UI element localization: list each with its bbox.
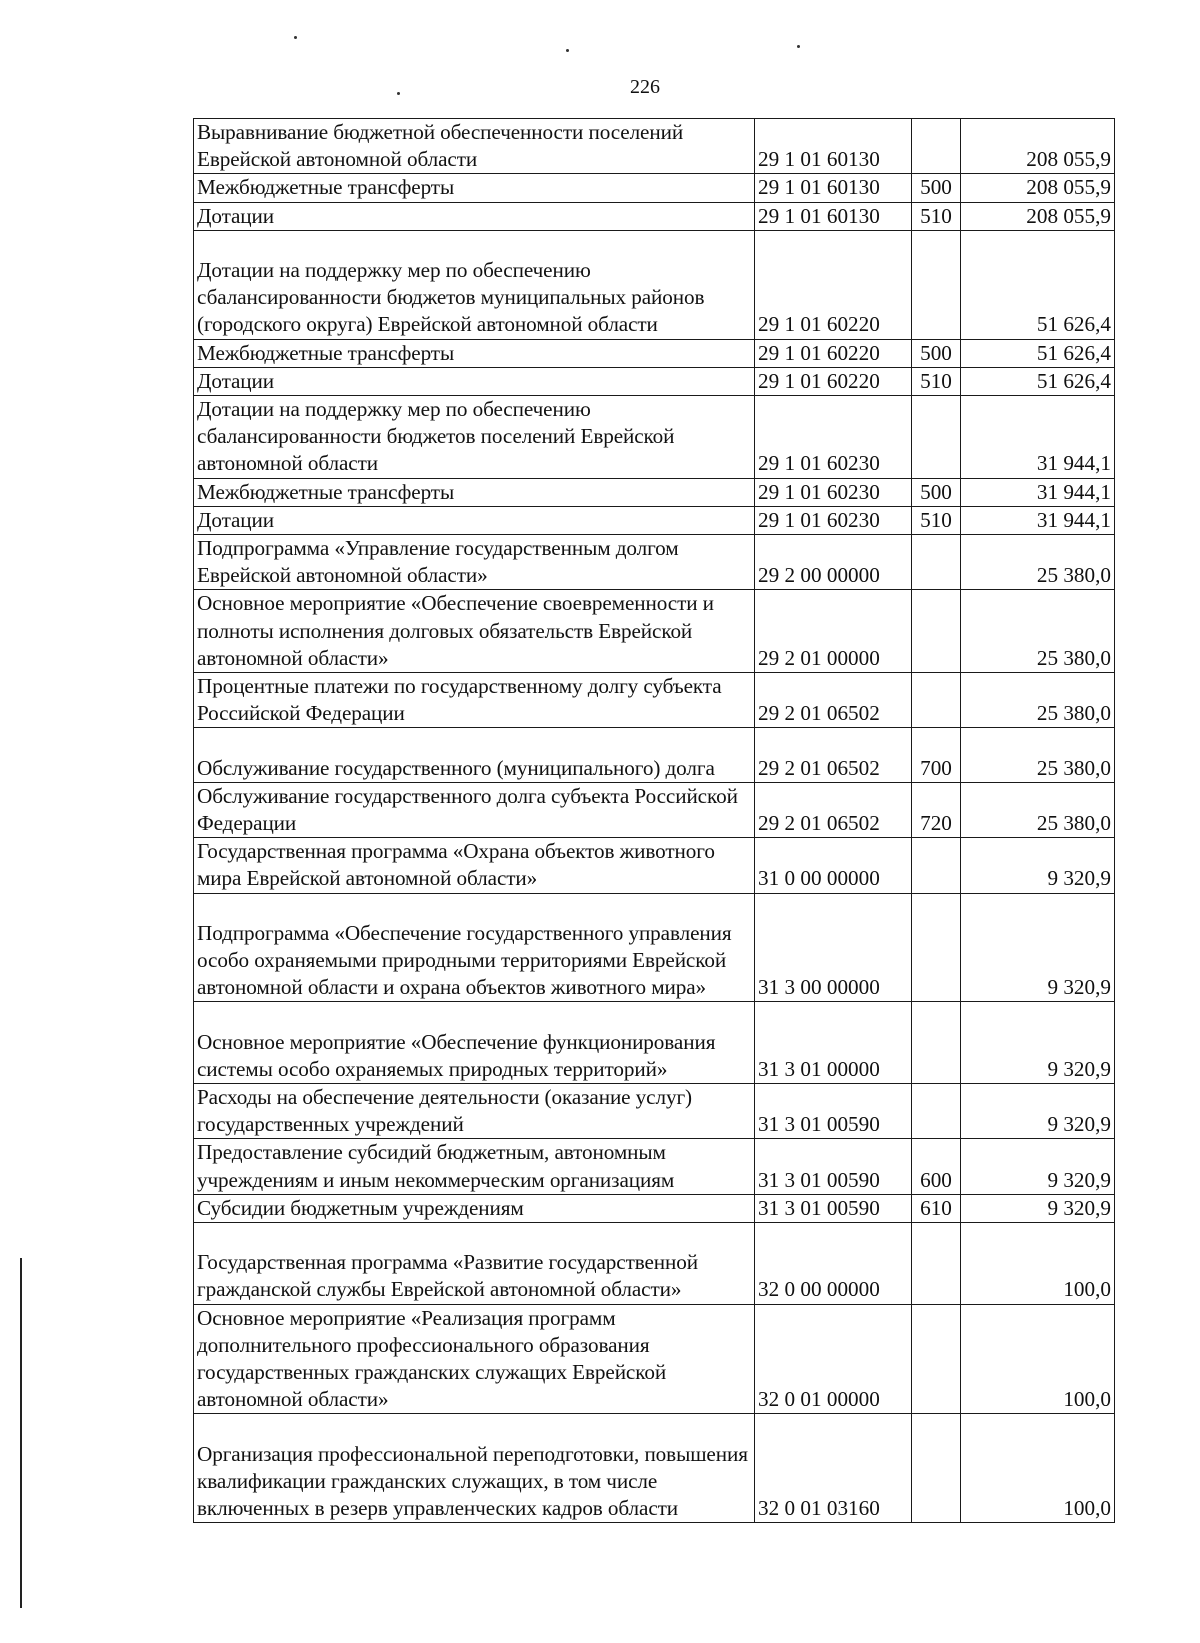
expense-type-cell: 510 — [912, 202, 961, 230]
expense-name-cell: Государственная программа «Охрана объектов животного мира Еврейской автономной области» — [194, 838, 755, 893]
expense-name-cell: Организация профессиональной переподготовки, повышения квалификации гражданских служащих, в том числе включенных в резерв управленческих кадров области — [194, 1414, 755, 1523]
expense-name-cell: Подпрограмма «Обеспечение государственного управления особо охраняемыми природными территориями Еврейской автономной области и охрана объектов животного мира» — [194, 893, 755, 1002]
expense-type-cell — [912, 1084, 961, 1139]
expense-name-cell: Обслуживание государственного (муниципального) долга — [194, 728, 755, 782]
amount-cell: 9 320,9 — [961, 1002, 1115, 1084]
expense-name-cell: Обслуживание государственного долга субъекта Российской Федерации — [194, 782, 755, 837]
expense-type-cell — [912, 1304, 961, 1414]
target-article-code-cell: 29 1 01 60220 — [755, 367, 912, 395]
amount-cell: 31 944,1 — [961, 396, 1115, 479]
expense-name-cell: Субсидии бюджетным учреждениям — [194, 1194, 755, 1222]
amount-cell: 208 055,9 — [961, 119, 1115, 174]
amount-cell: 51 626,4 — [961, 367, 1115, 395]
expense-name-cell: Основное мероприятие «Обеспечение своевременности и полноты исполнения долговых обязательств Еврейской автономной области» — [194, 590, 755, 673]
table-row — [194, 838, 1115, 893]
expense-name-cell: Основное мероприятие «Обеспечение функционирования системы особо охраняемых природных территорий» — [194, 1002, 755, 1084]
expense-type-cell — [912, 1223, 961, 1305]
target-article-code-cell: 31 3 01 00590 — [755, 1139, 912, 1194]
expense-type-cell: 610 — [912, 1194, 961, 1222]
amount-cell: 25 380,0 — [961, 590, 1115, 673]
target-article-code-cell: 29 1 01 60130 — [755, 174, 912, 202]
target-article-code-cell: 29 1 01 60220 — [755, 230, 912, 339]
table-row — [194, 506, 1115, 534]
amount-cell: 25 380,0 — [961, 728, 1115, 782]
target-article-code-cell: 29 1 01 60220 — [755, 339, 912, 367]
target-article-code-cell: 31 3 00 00000 — [755, 893, 912, 1002]
expense-name-cell: Выравнивание бюджетной обеспеченности поселений Еврейской автономной области — [194, 119, 755, 174]
table-row — [194, 230, 1115, 339]
table-row — [194, 478, 1115, 506]
amount-cell: 31 944,1 — [961, 478, 1115, 506]
target-article-code-cell: 32 0 01 00000 — [755, 1304, 912, 1414]
expense-type-cell — [912, 1002, 961, 1084]
expense-type-cell: 500 — [912, 478, 961, 506]
amount-cell: 208 055,9 — [961, 202, 1115, 230]
expense-type-cell: 500 — [912, 339, 961, 367]
amount-cell: 9 320,9 — [961, 893, 1115, 1002]
budget-table — [193, 118, 1115, 1523]
table-row — [194, 1223, 1115, 1305]
expense-name-cell: Межбюджетные трансферты — [194, 478, 755, 506]
target-article-code-cell: 29 1 01 60130 — [755, 202, 912, 230]
table-row — [194, 174, 1115, 202]
table-row — [194, 590, 1115, 673]
table-row — [194, 367, 1115, 395]
table-row — [194, 119, 1115, 174]
amount-cell: 208 055,9 — [961, 174, 1115, 202]
target-article-code-cell: 29 1 01 60130 — [755, 119, 912, 174]
table-row — [194, 1304, 1115, 1414]
amount-cell: 51 626,4 — [961, 230, 1115, 339]
page-number: 226 — [630, 76, 660, 98]
table-row — [194, 339, 1115, 367]
expense-type-cell: 510 — [912, 506, 961, 534]
amount-cell: 9 320,9 — [961, 1084, 1115, 1139]
target-article-code-cell: 29 1 01 60230 — [755, 506, 912, 534]
amount-cell: 100,0 — [961, 1223, 1115, 1305]
target-article-code-cell: 29 2 01 06502 — [755, 782, 912, 837]
amount-cell: 25 380,0 — [961, 782, 1115, 837]
table-row — [194, 202, 1115, 230]
expense-type-cell: 500 — [912, 174, 961, 202]
expense-type-cell — [912, 1414, 961, 1523]
expense-name-cell: Подпрограмма «Управление государственным долгом Еврейской автономной области» — [194, 535, 755, 590]
expense-name-cell: Процентные платежи по государственному долгу субъекта Российской Федерации — [194, 673, 755, 728]
target-article-code-cell: 29 2 01 06502 — [755, 728, 912, 782]
target-article-code-cell: 29 1 01 60230 — [755, 478, 912, 506]
expense-type-cell: 700 — [912, 728, 961, 782]
expense-type-cell: 510 — [912, 367, 961, 395]
amount-cell: 9 320,9 — [961, 1194, 1115, 1222]
expense-type-cell — [912, 396, 961, 479]
amount-cell: 31 944,1 — [961, 506, 1115, 534]
amount-cell: 9 320,9 — [961, 838, 1115, 893]
expense-name-cell: Государственная программа «Развитие государственной гражданской службы Еврейской автономной области» — [194, 1223, 755, 1305]
table-row — [194, 1084, 1115, 1139]
amount-cell: 9 320,9 — [961, 1139, 1115, 1194]
table-row — [194, 893, 1115, 1002]
table-row — [194, 782, 1115, 837]
expense-type-cell — [912, 673, 961, 728]
expense-type-cell: 600 — [912, 1139, 961, 1194]
target-article-code-cell: 29 2 01 00000 — [755, 590, 912, 673]
expense-name-cell: Дотации на поддержку мер по обеспечению сбалансированности бюджетов муниципальных районов (городского округа) Еврейской автономной области — [194, 230, 755, 339]
expense-type-cell — [912, 119, 961, 174]
amount-cell: 25 380,0 — [961, 673, 1115, 728]
target-article-code-cell: 31 0 00 00000 — [755, 838, 912, 893]
amount-cell: 100,0 — [961, 1414, 1115, 1523]
expense-name-cell: Дотации — [194, 367, 755, 395]
table-row — [194, 673, 1115, 728]
expense-type-cell — [912, 590, 961, 673]
target-article-code-cell: 32 0 01 03160 — [755, 1414, 912, 1523]
amount-cell: 25 380,0 — [961, 535, 1115, 590]
expense-name-cell: Дотации — [194, 506, 755, 534]
expense-name-cell: Предоставление субсидий бюджетным, автономным учреждениям и иным некоммерческим организациям — [194, 1139, 755, 1194]
budget-table-body — [194, 119, 1115, 1523]
table-row — [194, 1002, 1115, 1084]
target-article-code-cell: 31 3 01 00000 — [755, 1002, 912, 1084]
expense-type-cell — [912, 535, 961, 590]
expense-name-cell: Основное мероприятие «Реализация программ дополнительного профессионального образования государственных гражданских служащих Еврейской автономной области» — [194, 1304, 755, 1414]
scan-speck — [566, 49, 569, 52]
expense-name-cell: Межбюджетные трансферты — [194, 174, 755, 202]
scan-speck — [797, 45, 800, 48]
amount-cell: 100,0 — [961, 1304, 1115, 1414]
target-article-code-cell: 29 1 01 60230 — [755, 396, 912, 479]
amount-cell: 51 626,4 — [961, 339, 1115, 367]
expense-type-cell — [912, 893, 961, 1002]
scan-speck — [294, 36, 297, 39]
target-article-code-cell: 31 3 01 00590 — [755, 1194, 912, 1222]
target-article-code-cell: 32 0 00 00000 — [755, 1223, 912, 1305]
expense-name-cell: Дотации — [194, 202, 755, 230]
table-row — [194, 1414, 1115, 1523]
table-row — [194, 535, 1115, 590]
target-article-code-cell: 29 2 01 06502 — [755, 673, 912, 728]
expense-name-cell: Расходы на обеспечение деятельности (оказание услуг) государственных учреждений — [194, 1084, 755, 1139]
table-row — [194, 1139, 1115, 1194]
expense-type-cell: 720 — [912, 782, 961, 837]
table-row — [194, 1194, 1115, 1222]
table-row — [194, 728, 1115, 782]
scan-speck — [397, 92, 400, 95]
target-article-code-cell: 31 3 01 00590 — [755, 1084, 912, 1139]
expense-name-cell: Дотации на поддержку мер по обеспечению сбалансированности бюджетов поселений Еврейской автономной области — [194, 396, 755, 479]
expense-type-cell — [912, 230, 961, 339]
expense-name-cell: Межбюджетные трансферты — [194, 339, 755, 367]
scan-artifact-line — [20, 1258, 22, 1608]
table-row — [194, 396, 1115, 479]
target-article-code-cell: 29 2 00 00000 — [755, 535, 912, 590]
expense-type-cell — [912, 838, 961, 893]
